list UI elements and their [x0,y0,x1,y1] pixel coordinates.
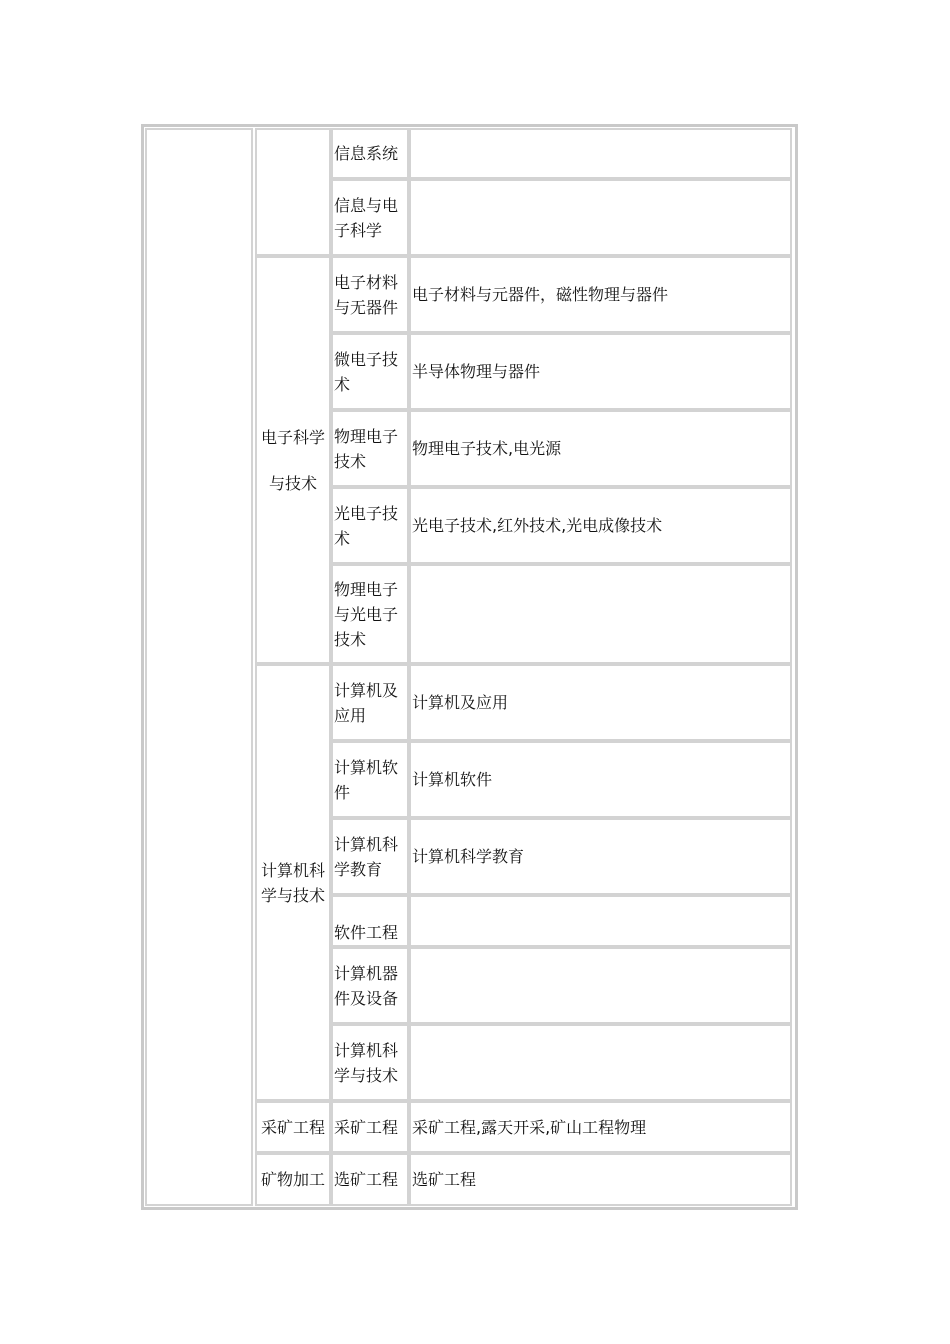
major-label: 电子材料 与无器件 [334,272,399,317]
category-cell-empty [145,128,253,1206]
description-cell [409,1101,792,1153]
major-cell [331,1024,409,1101]
description-cell [409,664,792,741]
subject-group-cell [255,1153,331,1206]
major-label: 光电子技 术 [334,503,399,548]
major-cell [331,818,409,895]
description-cell [409,487,792,564]
description-cell [409,741,792,818]
major-label: 计算机软 件 [334,757,399,802]
description-text: 光电子技术,红外技术,光电成像技术 [412,516,663,535]
description-cell [409,179,792,256]
major-label: 信息与电 子科学 [334,195,399,240]
description-text: 计算机软件 [412,770,493,789]
description-cell [409,818,792,895]
major-cell [331,947,409,1024]
major-cell [331,741,409,818]
major-cell [331,1101,409,1153]
major-cell [331,128,409,179]
major-cell [331,333,409,410]
description-cell [409,564,792,664]
description-text: 采矿工程,露天开采,矿山工程物理 [412,1117,647,1137]
description-cell [409,410,792,487]
major-label: 计算机器 件及设备 [334,963,399,1008]
description-text: 半导体物理与器件 [412,362,541,381]
major-label: 物理电子 技术 [334,426,399,471]
description-text: 电子材料与元器件，磁性物理与器件 [412,285,669,304]
subject-group-label: 计算机科 学与技术 [261,860,326,905]
subject-group-cell [255,664,331,1101]
description-text: 计算机及应用 [412,693,509,712]
major-cell [331,1153,409,1206]
description-cell [409,1153,792,1206]
description-text: 物理电子技术,电光源 [412,439,562,458]
major-cell [331,564,409,664]
major-cell [331,664,409,741]
major-label: 信息系统 [334,144,399,163]
subject-group-label: 电子科学 与技术 [260,427,325,493]
major-cell [331,256,409,333]
major-cell [331,410,409,487]
major-label: 物理电子 与光电子 技术 [334,579,399,649]
major-cell [331,179,409,256]
major-cell [331,487,409,564]
subject-group-label: 矿物加工 [261,1170,326,1189]
major-label: 软件工程 [334,922,399,942]
subject-group-cell [255,1101,331,1153]
major-label: 计算机科 学与技术 [334,1040,399,1085]
description-text: 选矿工程 [412,1170,477,1189]
subject-group-cell [255,128,331,256]
description-cell [409,947,792,1024]
major-label: 计算机科 学教育 [334,834,399,879]
description-cell [409,333,792,410]
subject-group-label: 采矿工程 [261,1117,326,1137]
description-cell [409,1024,792,1101]
major-cell [331,895,409,947]
description-cell [409,256,792,333]
major-label: 计算机及 应用 [334,680,399,725]
description-text: 计算机科学教育 [412,847,525,866]
major-label: 采矿工程 [334,1117,399,1137]
description-cell [409,895,792,947]
major-label: 微电子技 术 [334,349,399,394]
major-label: 选矿工程 [334,1170,399,1189]
description-cell [409,128,792,179]
subject-group-cell [255,256,331,664]
